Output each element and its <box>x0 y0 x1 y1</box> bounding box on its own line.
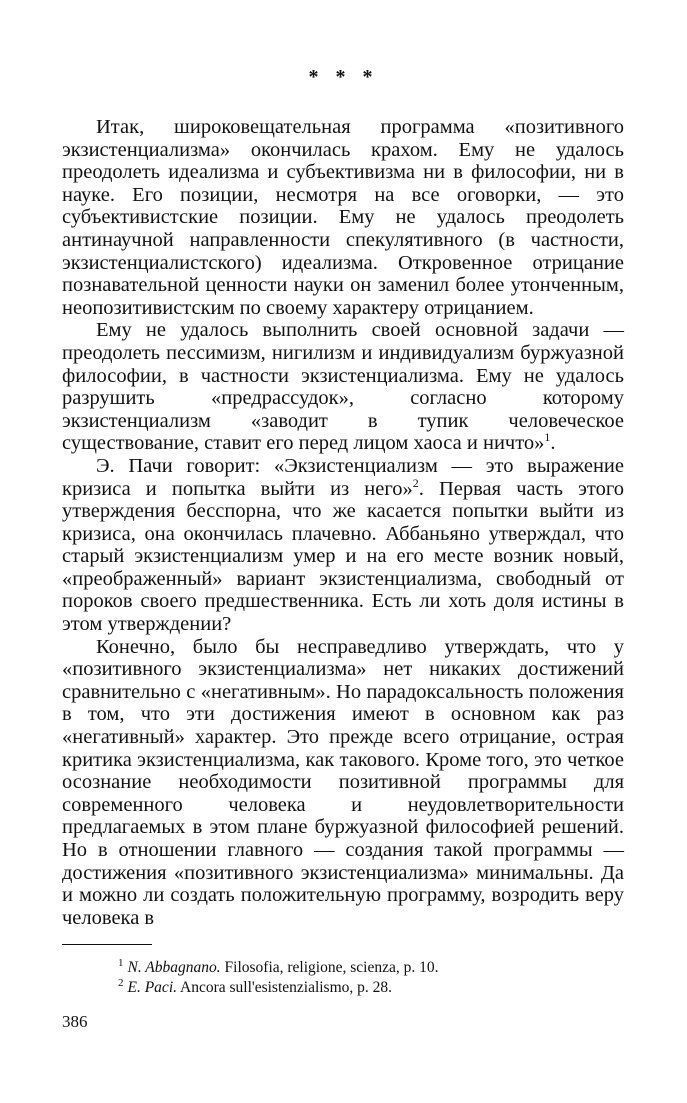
paragraph-tail: . Первая часть этого утверждения бесспорна, что же касается попытки выйти из кризиса, она окончилась плачевно. Аббаньяно утверждал, что старый экзистенциализм умер и на его месте возник новый, «преображенный» вариант экзистенциализма, свободный от пороков своего предшественника. Есть ли хоть доля истины в этом утверждении? <box>62 477 624 636</box>
footnote-number: 2 <box>118 976 124 989</box>
footnote-ref-2: 2 <box>412 475 419 490</box>
paragraph-3 <box>62 455 624 636</box>
footnote-author: N. Abbagnano. <box>127 959 221 976</box>
footnotes <box>118 958 618 998</box>
footnote-number: 1 <box>118 956 124 969</box>
page-number: 386 <box>62 1012 88 1031</box>
footnote-author: E. Paci. <box>127 979 177 996</box>
paragraph-text: Конечно, было бы несправедливо утверждать, что у «позитивного экзистенциализма» нет никаких достижений сравнительно с «негативным». Но парадоксальность положения в том, что эти достижения имеют в основном как раз «негативный» характер. Это прежде всего отрицание, острая критика экзистенциализма, как такового. Кроме того, это четкое осознание необходимости позитивной программы для современного человека и неудовлетворительности предлагаемых в этом плане буржуазной философией решений. Но в отношении главного — создания такой программы — достижения «позитивного экзистенциализма» минимальны. Да и можно ли создать положительную программу, возродить веру человека в <box>62 635 624 929</box>
paragraph-1 <box>62 116 624 319</box>
footnote-ref-1: 1 <box>544 430 551 445</box>
paragraph-2 <box>62 319 624 455</box>
paragraph-text: Итак, широковещательная программа «позитивного экзистенциализма» окончилась крахом. Ему не удалось преодолеть идеализма и субъективизма ни в философии, ни в науке. Его позиции, несмотря на все оговорки, — это субъективистские позиции. Ему не удалось преодолеть антинаучной направленности спекулятивного (в частности, экзистенциалистского) идеализма. Откровенное отрицание познавательной ценности науки он заменил более утонченным, неопозитивистским по своему характеру отрицанием. <box>62 116 624 319</box>
footnote-2 <box>118 978 618 998</box>
paragraph-text: Э. Пачи говорит: «Экзистенциализм — это выражение кризиса и попытка выйти из него» <box>62 454 624 500</box>
section-separator: * * * <box>308 66 379 88</box>
paragraph-4 <box>62 636 624 930</box>
footnote-source: Ancora sull'esistenzialismo, p. 28. <box>177 979 393 996</box>
footnote-divider <box>62 944 152 945</box>
footnote-1 <box>118 958 618 978</box>
footnote-source: Filosofia, religione, scienza, p. 10. <box>220 959 439 976</box>
paragraph-tail: . <box>550 432 556 455</box>
main-text <box>62 116 624 929</box>
paragraph-text: Ему не удалось выполнить своей основной задачи — преодолеть пессимизм, нигилизм и индивидуализм буржуазной философии, в частности экзистенциализма. Ему не удалось разрушить «предрассудок», согласно которому экзистенциализм «заводит в тупик человеческое существование, ставит его перед лицом хаоса и ничто» <box>62 319 624 455</box>
